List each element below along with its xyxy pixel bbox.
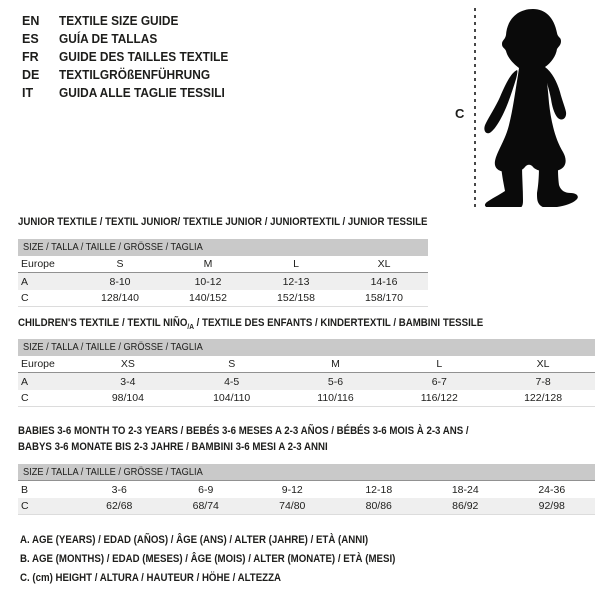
language-title: GUIDE DES TAILLES TEXTILE [59,50,229,64]
size-cell: M [203,258,213,270]
lang-row-it [22,84,237,102]
size-cell: 158/170 [365,292,403,304]
size-header-bar: SIZE / TALLA / TAILLE / GRÖSSE / TAGLIA [18,339,595,356]
baby-silhouette-icon [479,9,591,207]
size-cell: 5-6 [327,375,344,388]
size-cell: 74/80 [279,500,306,512]
table-row [18,290,428,307]
size-cell: 12-13 [282,275,310,288]
size-cell: 6-9 [198,483,214,496]
size-cell: XS [120,358,135,370]
row-label: C [21,500,29,512]
size-cell: 62/68 [106,500,133,512]
junior-size-table [18,239,428,307]
size-cell: 9-12 [281,483,303,496]
size-cell: 10-12 [194,275,222,288]
row-label: B [21,483,29,496]
size-cell: 98/104 [111,392,144,404]
size-cell: 24-36 [538,483,566,496]
babies-size-table [18,464,595,515]
language-code: IT [22,86,34,100]
note-height-cm: C. (cm) HEIGHT / ALTURA / HAUTEUR / HÖHE / ALTEZZA [20,572,282,584]
language-code: EN [22,14,40,28]
children-size-table [18,339,595,407]
size-cell: L [293,258,299,270]
size-cell: 14-16 [370,275,398,288]
table-row [18,273,428,290]
note-age-years: A. AGE (YEARS) / EDAD (AÑOS) / ÂGE (ANS) / ALTER (JAHRE) / ETÀ (ANNI) [20,534,369,546]
language-code: FR [22,50,39,64]
language-title: GUÍA DE TALLAS [59,32,158,46]
size-cell: 80/86 [365,500,392,512]
table-row [18,373,595,390]
row-label: C [21,292,29,304]
size-cell: 140/152 [189,292,227,304]
lang-row-es [22,30,237,48]
legend-notes [20,531,447,588]
size-cell: 152/158 [277,292,315,304]
size-header-bar: SIZE / TALLA / TAILLE / GRÖSSE / TAGLIA [18,464,595,481]
row-label: A [21,375,29,388]
height-dotted-line [474,8,476,208]
language-title: TEXTILGRÖßENFÜHRUNG [59,68,211,82]
size-header-bar: SIZE / TALLA / TAILLE / GRÖSSE / TAGLIA [18,239,428,256]
babies-table-title: BABIES 3-6 MONTH TO 2-3 YEARS / BEBÉS 3-6 MESES A 2-3 AÑOS / BÉBÉS 3-6 MOIS À 2-3 ANS / BABYS 3-6 MONATE BIS 2-3 JAHRE / BAMBINI 3-6 MESI A 2-3 ANNI [18,425,469,453]
size-cell: 92/98 [538,500,565,512]
table-row [18,256,428,273]
size-cell: 3-6 [111,483,127,496]
size-cell: 86/92 [452,500,479,512]
size-cell: 122/128 [524,392,563,404]
title-subscript: /A [187,322,194,332]
size-cell: M [331,358,340,370]
language-title-list [22,12,237,102]
size-cell: 110/116 [317,392,354,404]
language-code: ES [22,32,39,46]
table-row [18,356,595,373]
size-cell: XL [536,358,550,370]
size-cell: 12-18 [365,483,393,496]
junior-table-title: JUNIOR TEXTILE / TEXTIL JUNIOR/ TEXTILE JUNIOR / JUNIORTEXTIL / JUNIOR TESSILE [18,216,428,228]
size-cell: 18-24 [451,483,479,496]
lang-row-fr [22,48,237,66]
size-cell: 3-4 [120,375,136,388]
size-cell: 6-7 [431,375,447,388]
size-cell: 104/110 [213,392,251,404]
lang-row-de [22,66,237,84]
children-table-title: CHILDREN'S TEXTILE / TEXTIL $NIÑO_{/A}$ / TEXTILE DES ENFANTS / KINDERTEXTIL / BAMBINI TESSILE [18,317,484,332]
size-cell: S [228,358,236,370]
row-label: Europe [21,258,55,270]
size-cell: 7-8 [535,375,551,388]
table-row [18,498,595,515]
row-label: C [21,392,29,404]
row-label: Europe [21,358,55,370]
note-age-months: B. AGE (MONTHS) / EDAD (MESES) / ÂGE (MOIS) / ALTER (MONATE) / ETÀ (MESI) [20,553,396,565]
row-label: A [21,275,29,288]
size-cell: 116/122 [420,392,458,404]
size-cell: L [436,358,443,370]
table-row [18,390,595,407]
size-cell: 8-10 [109,275,131,288]
size-cell: 128/140 [101,292,139,304]
language-code: DE [22,68,40,82]
table-row [18,481,595,498]
size-cell: 68/74 [192,500,219,512]
language-title: GUIDA ALLE TAGLIE TESSILI [59,86,225,100]
height-marker-label: C [455,106,465,121]
size-cell: XL [377,258,391,270]
size-cell: 4-5 [224,375,240,388]
language-title: TEXTILE SIZE GUIDE [59,14,179,28]
size-cell: S [116,258,124,270]
lang-row-en [22,12,237,30]
